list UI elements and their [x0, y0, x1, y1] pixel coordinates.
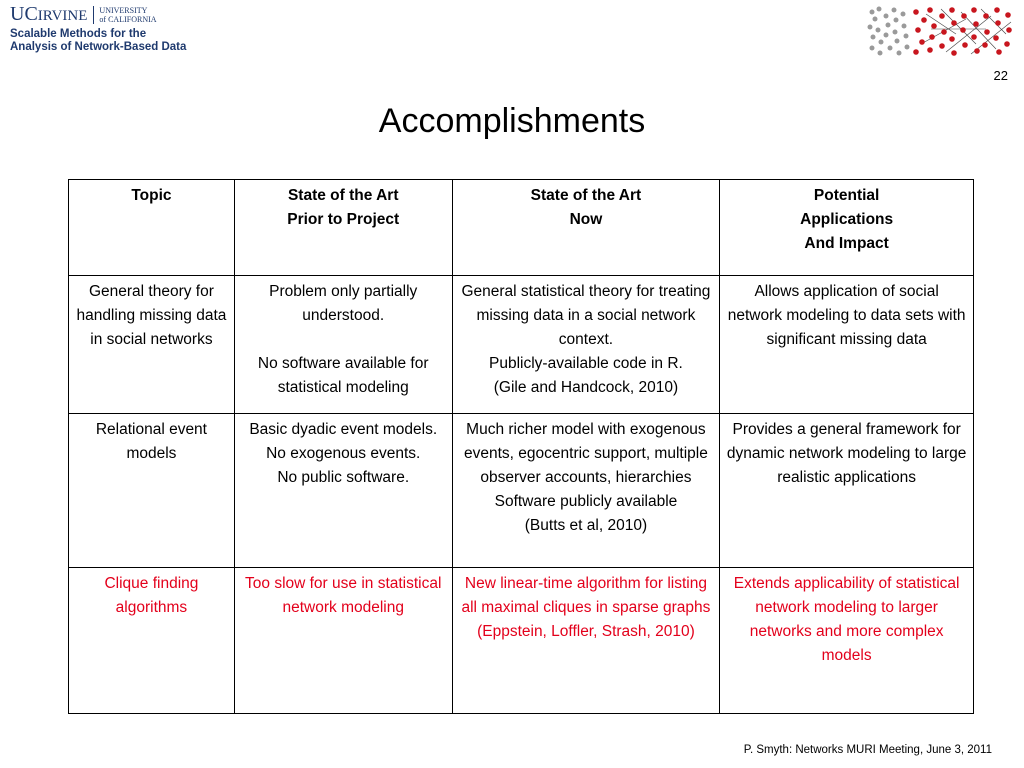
cell-prior: Too slow for use in statistical network modeling — [234, 568, 452, 714]
cell-prior: Basic dyadic event models. No exogenous events. No public software. — [234, 414, 452, 568]
uci-logo — [10, 4, 210, 56]
cell-now: New linear-time algorithm for listing all maximal cliques in sparse graphs (Eppstein, Loffler, Strash, 2010) — [452, 568, 720, 714]
cell-impact: Provides a general framework for dynamic network modeling to large realistic applications — [720, 414, 974, 568]
table-header-row — [69, 180, 974, 276]
cell-topic: Clique finding algorithms — [69, 568, 235, 714]
cell-prior: Problem only partially understood. No software available for statistical modeling — [234, 276, 452, 414]
uc-university-text: UNIVERSITY of CALIFORNIA — [99, 6, 157, 24]
network-graph-image — [866, 4, 1016, 58]
table-row-highlighted — [69, 568, 974, 714]
cell-impact: Allows application of social network modeling to data sets with significant missing data — [720, 276, 974, 414]
table-row — [69, 276, 974, 414]
network-nodes-red — [913, 7, 1012, 56]
cell-impact: Extends applicability of statistical network modeling to larger networks and more complex models — [720, 568, 974, 714]
accomplishments-table — [68, 179, 974, 714]
slide-title: Accomplishments — [378, 102, 646, 140]
network-nodes-gray — [868, 7, 910, 56]
cell-topic: Relational event models — [69, 414, 235, 568]
footer-citation: P. Smyth: Networks MURI Meeting, June 3, 2011 — [743, 744, 992, 756]
logo-divider — [93, 6, 94, 24]
cell-topic: General theory for handling missing data in social networks — [69, 276, 235, 414]
uci-wordmark: UCIRVINE — [10, 3, 88, 25]
project-title: Scalable Methods for the Analysis of Network-Based Data — [10, 28, 187, 53]
header-now: State of the Art Now — [452, 180, 720, 276]
cell-now: Much richer model with exogenous events, egocentric support, multiple observer accounts, hierarchies Software publicly available (Butts et al, 2010) — [452, 414, 720, 568]
header-impact: Potential Applications And Impact — [720, 180, 974, 276]
header-topic: Topic — [69, 180, 235, 276]
header-prior: State of the Art Prior to Project — [234, 180, 452, 276]
page-number: 22 — [993, 68, 1008, 83]
table-row — [69, 414, 974, 568]
cell-now: General statistical theory for treating missing data in a social network context. Publicly-available code in R. (Gile and Handcock, 2010) — [452, 276, 720, 414]
